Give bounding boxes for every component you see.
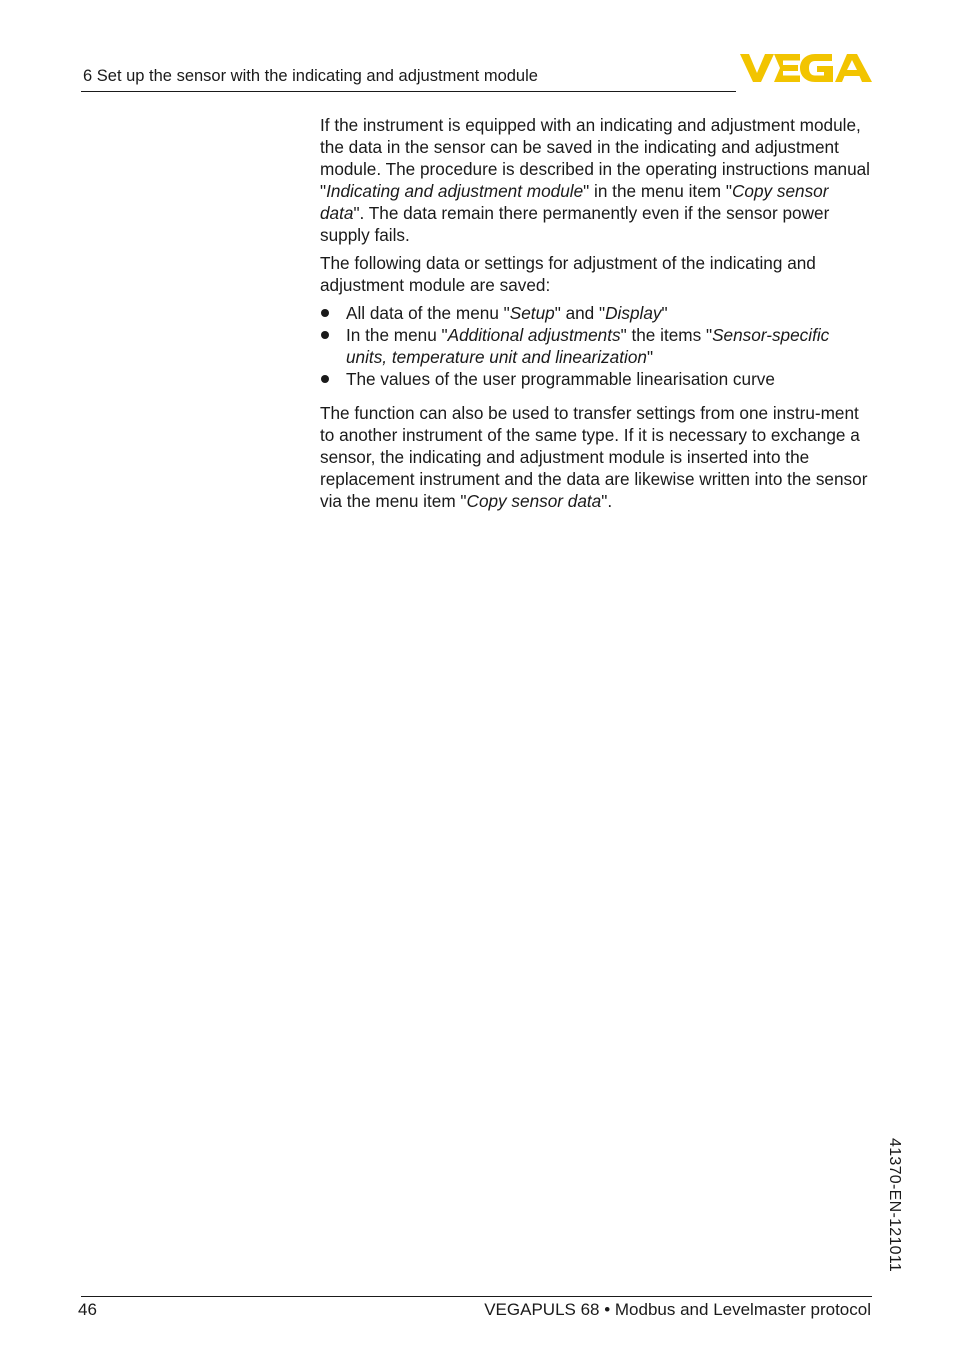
text-run: ".: [601, 491, 613, 511]
paragraph-saved-data-intro: The following data or settings for adjustment of the indicating and adjustment module are saved:: [320, 253, 816, 295]
text-run: " in the menu item ": [583, 181, 732, 201]
header-divider: [81, 91, 736, 92]
text-run: ": [661, 303, 668, 323]
text-run: ": [646, 347, 654, 367]
text-run: " and ": [554, 303, 606, 323]
footer-divider: [81, 1296, 872, 1297]
section-title: 6 Set up the sensor with the indicating and adjustment module: [83, 67, 538, 85]
text-run: In the menu ": [346, 325, 448, 345]
menu-item-name: Copy sensor data: [320, 181, 829, 223]
paragraph-copy-data: [320, 114, 872, 246]
list-item: [320, 368, 872, 390]
bullet-icon: [321, 375, 329, 383]
text-run: ". The data remain there permanently even if the sensor power supply fails.: [320, 203, 830, 245]
vega-logo: [740, 53, 872, 83]
list-item: [320, 324, 872, 368]
bullet-icon: [321, 309, 329, 317]
page-number: 46: [78, 1300, 97, 1319]
text-run: If the instrument is equipped with an indicating and adjustment module, the data in the sensor can be saved in the indicating and adjustment module. The procedure is described in the operating instructions manual ": [320, 115, 870, 201]
footer-document-title: VEGAPULS 68 • Modbus and Levelmaster protocol: [484, 1300, 871, 1319]
menu-name: Additional adjustments: [447, 325, 621, 345]
bullet-icon: [321, 331, 329, 339]
menu-name: Setup: [509, 303, 555, 323]
main-content: [320, 114, 872, 512]
text-run: All data of the menu ": [346, 303, 510, 323]
manual-title: Indicating and adjustment module: [326, 181, 584, 201]
saved-data-list: [320, 302, 872, 390]
menu-item-names: Sensor-specific units, temperature unit and linearization: [346, 325, 830, 367]
menu-item-name: Copy sensor data: [466, 491, 602, 511]
text-run: The values of the user programmable linearisation curve: [346, 369, 775, 389]
menu-name: Display: [605, 303, 662, 323]
paragraph-transfer-settings: [320, 402, 872, 512]
text-run: " the items ": [620, 325, 713, 345]
text-run: The function can also be used to transfer settings from one instru-ment to another instrument of the same type. If it is necessary to exchange a sensor, the indicating and adjustment module is inserted into the replacement instrument and the data are likewise written into the sensor via the menu item ": [320, 403, 868, 511]
list-item: [320, 302, 872, 324]
document-code: 41370-EN-121011: [886, 1138, 903, 1273]
